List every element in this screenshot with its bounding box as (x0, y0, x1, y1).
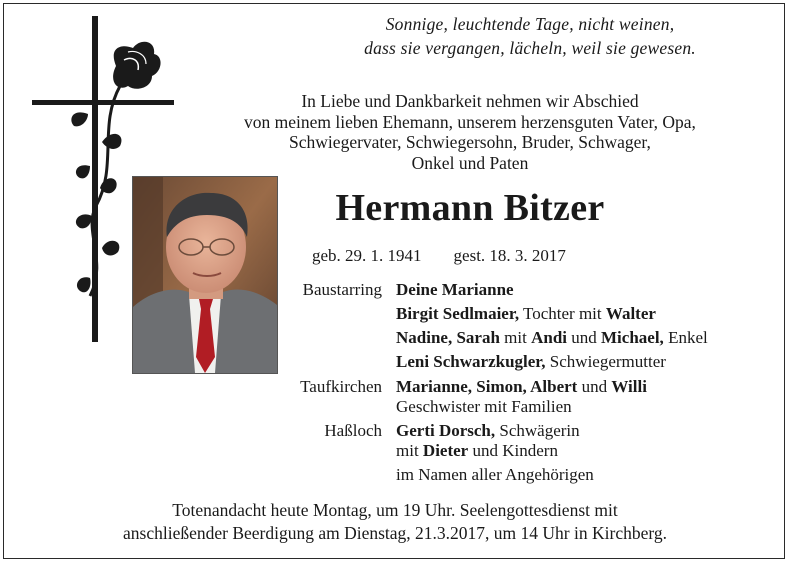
place-label: Haßloch (324, 421, 382, 440)
closing-line: anschließender Beerdigung am Dienstag, 21.3.2017, um 14 Uhr in Kirchberg. (123, 523, 667, 543)
mourner-line: Geschwister mit Familien (396, 397, 572, 416)
mourner-line: Marianne, Simon, Albert und Willi (396, 377, 647, 396)
mourner-line: Deine Marianne (396, 280, 514, 299)
mourner-line: Birgit Sedlmaier, Tochter mit Walter (396, 304, 656, 323)
closing-line: Totenandacht heute Montag, um 19 Uhr. Seelengottesdienst mit (172, 500, 618, 520)
mourner-line: Leni Schwarzkugler, Schwiegermutter (396, 352, 666, 371)
service-announcement (20, 499, 770, 545)
quote (290, 12, 770, 60)
quote-line: Sonnige, leuchtende Tage, nicht weinen, (385, 14, 675, 34)
intro-line: von meinem lieben Ehemann, unserem herzensguten Vater, Opa, (244, 111, 696, 132)
intro-text (170, 91, 770, 173)
intro-line: Schwiegervater, Schwiegersohn, Bruder, Schwager, (289, 132, 651, 152)
mourner-line: Gerti Dorsch, Schwägerin (396, 421, 580, 440)
place-label: Baustarring (302, 280, 382, 299)
birth-date: geb. 29. 1. 1941 (312, 246, 422, 265)
life-dates (312, 246, 566, 266)
quote-line: dass sie vergangen, lächeln, weil sie gewesen. (364, 38, 696, 58)
intro-line: Onkel und Paten (411, 152, 529, 173)
portrait-image (133, 177, 277, 373)
death-date: gest. 18. 3. 2017 (453, 246, 566, 265)
mourner-line: im Namen aller Angehörigen (396, 465, 594, 484)
intro-line: In Liebe und Dankbarkeit nehmen wir Abschied (301, 91, 639, 111)
portrait-photo (132, 176, 278, 374)
deceased-name: Hermann Bitzer (335, 187, 605, 229)
place-label: Taufkirchen (300, 377, 382, 396)
mourner-line: Nadine, Sarah mit Andi und Michael, Enkel (396, 328, 708, 347)
mourner-line: mit Dieter und Kindern (396, 441, 558, 460)
